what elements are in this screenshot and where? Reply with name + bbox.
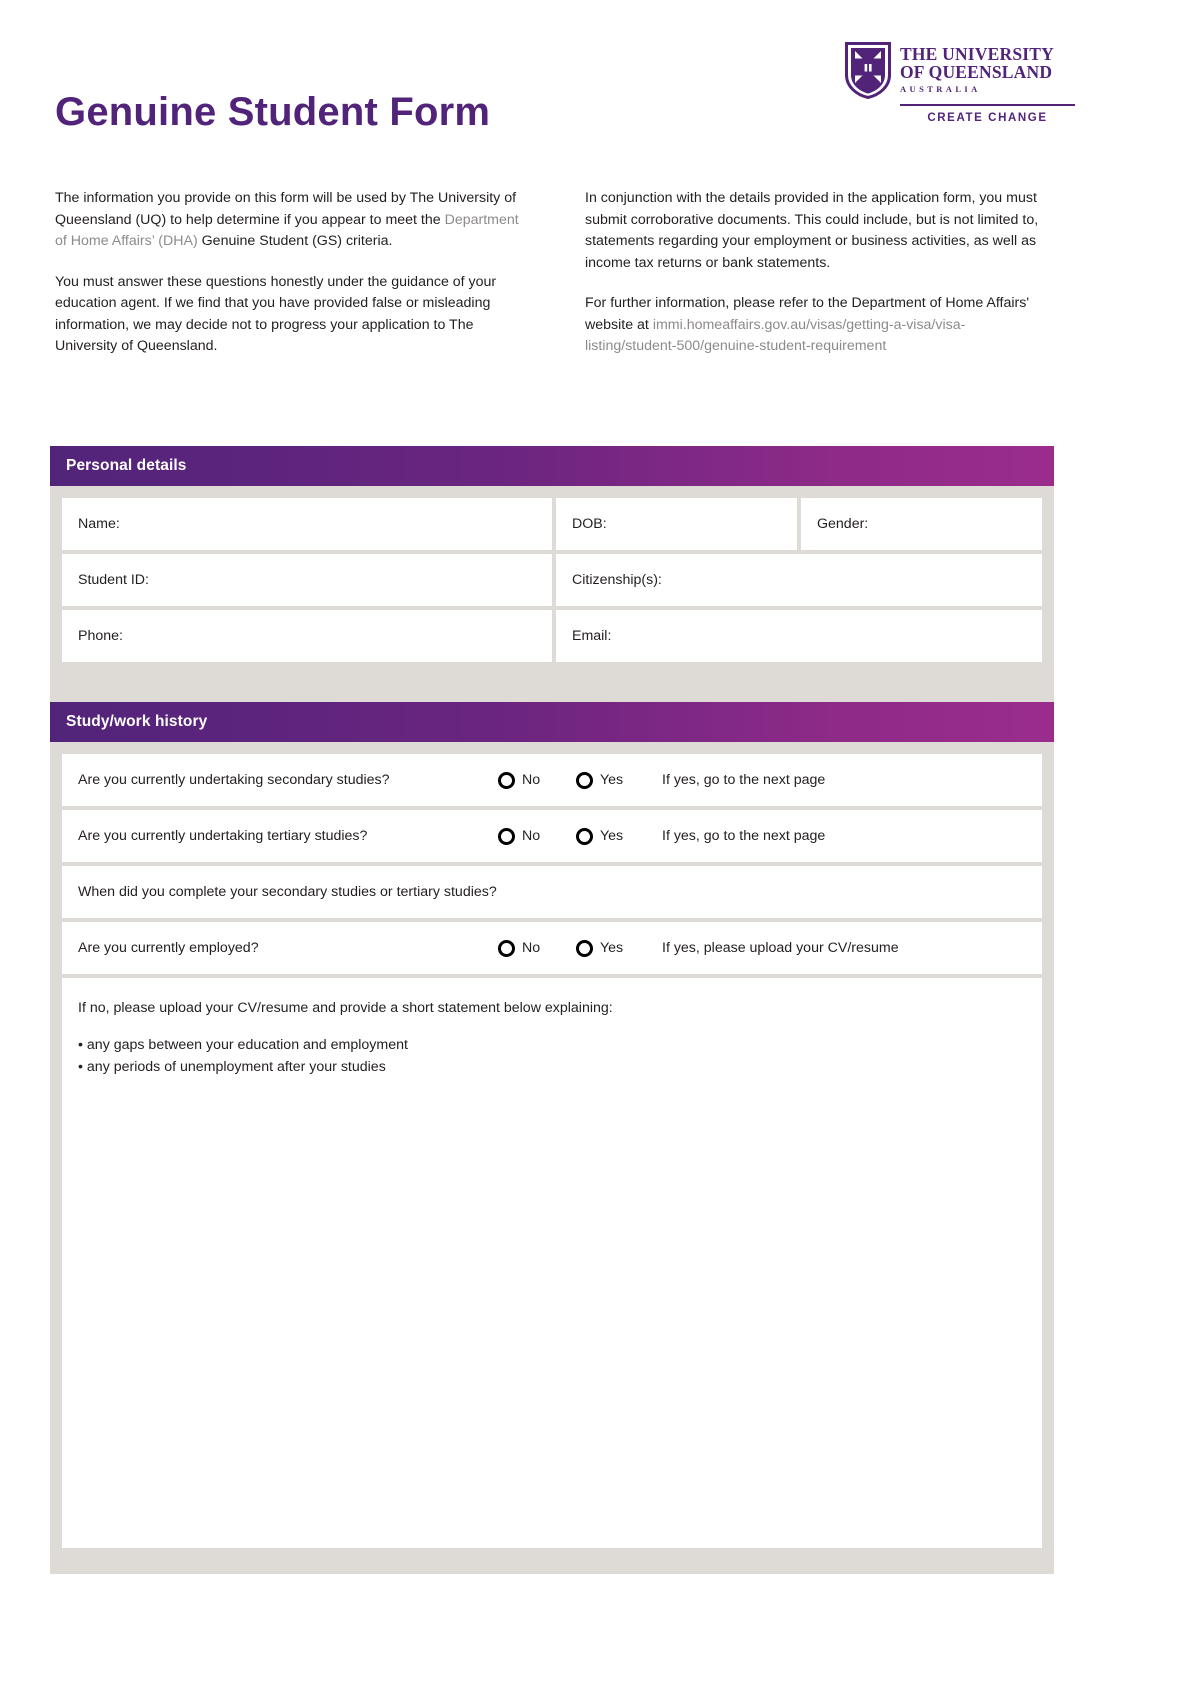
section-title: Personal details xyxy=(66,457,187,474)
citizenship-field[interactable]: Citizenship(s): xyxy=(556,554,1042,606)
radio-button-icon[interactable] xyxy=(498,772,515,789)
question-note: If yes, go to the next page xyxy=(662,772,826,788)
intro-p4-part-a: For further information, please refer to the Department of Home Affairs' website at xyxy=(585,295,1030,333)
radio-button-icon[interactable] xyxy=(498,828,515,845)
personal-details-body xyxy=(50,486,1054,674)
statement-textarea[interactable] xyxy=(62,978,1042,1548)
table-row xyxy=(62,554,1042,606)
secondary-studies-no-option[interactable] xyxy=(498,772,576,789)
dob-field[interactable]: DOB: xyxy=(556,498,797,550)
question-label: When did you complete your secondary studies or tertiary studies? xyxy=(78,884,497,900)
logo-line-1: THE UNIVERSITY xyxy=(900,44,1055,64)
form-panel xyxy=(50,446,1054,1574)
logo-line-2: OF QUEENSLAND xyxy=(900,62,1053,82)
email-field[interactable]: Email: xyxy=(556,610,1042,662)
option-label: No xyxy=(522,772,541,788)
logo-lockup xyxy=(845,42,1055,99)
dha-link[interactable]: Department of Home Affairs’ (DHA) xyxy=(55,211,519,249)
question-row-tertiary-studies xyxy=(62,810,1042,862)
study-work-body xyxy=(50,742,1054,1560)
page-header xyxy=(0,0,1200,170)
tertiary-studies-yes-option[interactable] xyxy=(576,828,662,845)
intro-paragraph-1 xyxy=(55,188,525,253)
logo-country: AUSTRALIA xyxy=(900,84,981,94)
radio-button-icon[interactable] xyxy=(576,940,593,957)
option-label: No xyxy=(522,828,541,844)
question-row-secondary-studies xyxy=(62,754,1042,806)
intro-paragraph-3: In conjunction with the details provided in the application form, you must submit corroborative documents. This could include, but is not limited to, statements regarding your employment or business activities, as well as income tax returns or bank statements. xyxy=(585,190,1039,271)
student-id-field[interactable]: Student ID: xyxy=(62,554,552,606)
tertiary-studies-no-option[interactable] xyxy=(498,828,576,845)
logo-tagline: CREATE CHANGE xyxy=(927,111,1048,124)
section-header-study-work-history xyxy=(50,702,1054,742)
section-spacer xyxy=(50,674,1054,702)
radio-button-icon[interactable] xyxy=(498,940,515,957)
question-row-completion-date[interactable] xyxy=(62,866,1042,918)
section-title: Study/work history xyxy=(66,713,208,730)
name-field[interactable]: Name: xyxy=(62,498,552,550)
intro-paragraph-2: You must answer these questions honestly under the guidance of your education agent. If we find that you have provided false or misleading information, we may decide not to progress your application to The University of Queensland. xyxy=(55,273,497,354)
logo-divider xyxy=(900,104,1075,106)
question-note: If yes, please upload your CV/resume xyxy=(662,940,899,956)
intro-left-column xyxy=(55,188,525,358)
statement-lead-text: If no, please upload your CV/resume and provide a short statement below explaining: xyxy=(78,1000,613,1016)
radio-button-icon[interactable] xyxy=(576,772,593,789)
page-title: Genuine Student Form xyxy=(55,90,491,134)
option-label: No xyxy=(522,940,541,956)
statement-bullet-2: • any periods of unemployment after your studies xyxy=(78,1058,386,1075)
phone-field[interactable]: Phone: xyxy=(62,610,552,662)
question-note: If yes, go to the next page xyxy=(662,828,826,844)
table-row xyxy=(62,498,1042,550)
intro-right-column xyxy=(585,188,1055,358)
table-row xyxy=(62,610,1042,662)
section-header-personal-details xyxy=(50,446,1054,486)
question-label: Are you currently undertaking secondary studies? xyxy=(78,772,390,788)
intro-p1-part-a: The information you provide on this form will be used by The University of Queensland (UQ) to help determine if you appear to meet the xyxy=(55,190,517,228)
option-label: Yes xyxy=(600,772,624,788)
employed-no-option[interactable] xyxy=(498,940,576,957)
radio-button-icon[interactable] xyxy=(576,828,593,845)
question-label: Are you currently undertaking tertiary studies? xyxy=(78,828,368,844)
uq-logo xyxy=(845,42,1055,140)
question-label: Are you currently employed? xyxy=(78,940,259,956)
secondary-studies-yes-option[interactable] xyxy=(576,772,662,789)
panel-footer xyxy=(50,1560,1054,1574)
statement-bullet-1: • any gaps between your education and employment xyxy=(78,1037,408,1053)
option-label: Yes xyxy=(600,940,624,956)
uq-crest-icon xyxy=(845,42,891,99)
gender-field[interactable]: Gender: xyxy=(801,498,1042,550)
question-row-currently-employed xyxy=(62,922,1042,974)
intro-paragraph-4 xyxy=(585,293,1055,358)
intro-p1-part-b: Genuine Student (GS) criteria. xyxy=(197,233,393,249)
employed-yes-option[interactable] xyxy=(576,940,662,957)
logo-wordmark xyxy=(900,42,1054,96)
dha-website-link[interactable]: immi.homeaffairs.gov.au/visas/getting-a-visa/visa-listing/student-500/genuine-student-requirement xyxy=(585,316,966,354)
option-label: Yes xyxy=(600,828,624,844)
intro-text xyxy=(55,188,1055,358)
